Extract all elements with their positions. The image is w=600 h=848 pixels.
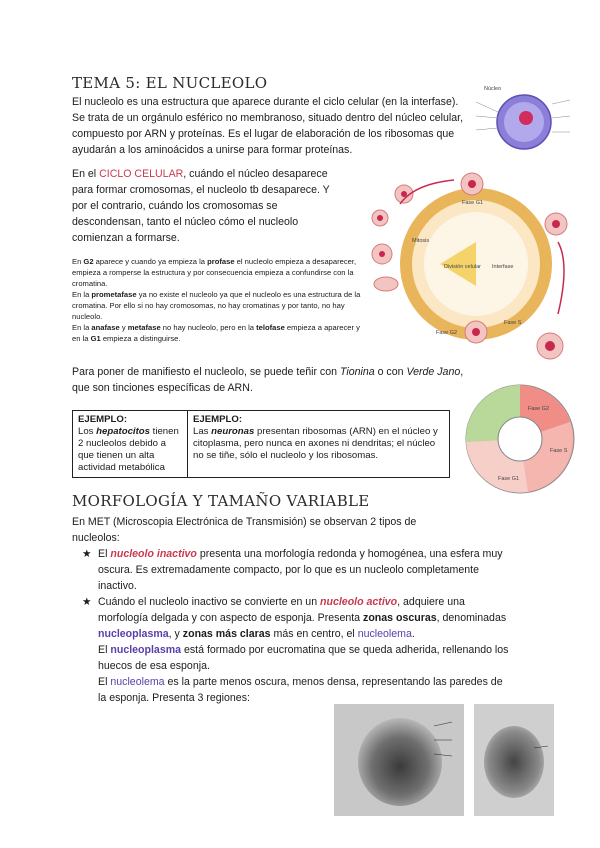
nucleolus-types-list xyxy=(72,546,512,706)
mitosis-label: Mitosis xyxy=(412,238,430,244)
phase-g1-label: Fase G1 xyxy=(462,200,484,206)
stain-paragraph: Para poner de manifiesto el nucleolo, se puede teñir con Tionina o con Verde Jano, que son tinciones específicas de ARN. xyxy=(72,366,464,394)
cell-cycle-diagram xyxy=(344,164,590,364)
cycle-arrow xyxy=(558,242,564,314)
division-label: División celular xyxy=(444,264,481,270)
phase-details: En G2 aparece y cuando ya empieza la profase el nucleolo empieza a desaparecer, empieza a romperse la estructura y por consecuencia empieza a confundirse con la cromatina. En la prometafase ya no existe el nucleolo ya que el nucleolo es una estructura de la cromatina. Por ello si no hay cromosomas, no hay cromatinas y por tanto, no hay nucleolo. En la anafase y metafase no hay nucleolo, pero en la telofase empieza a aparecer y en la G1 empieza a distinguirse. xyxy=(72,257,361,343)
pie-g2-label: Fase G2 xyxy=(528,406,550,412)
met-micrographs xyxy=(334,696,570,820)
cycle-paragraph: En el CICLO CELULAR, cuándo el núcleo desaparece para formar cromosomas, el nucleolo tb desaparece. Y por el contrario, cuándo los cromosomas se descondensan, tanto el núcleo cómo el nucleolo comienzan a formarse. xyxy=(72,168,330,244)
pie-center xyxy=(498,417,542,461)
pie-g1-label: Fase G1 xyxy=(498,476,520,482)
nucleus-label: Núcleo xyxy=(484,86,502,92)
cycle-pie-diagram xyxy=(458,382,588,496)
examples-table xyxy=(72,410,450,478)
intro-paragraph: El nucleolo es una estructura que aparece durante el ciclo celular (en la interfase). Se trata de un orgánulo esférico no membranoso, situado dentro del núcleo celular, compuesto por ARN y proteínas. Es el lugar de elaboración de los ribosomas que ayudarán a los aminoácidos a unirse para formar proteínas. xyxy=(72,96,464,156)
example-cell: EJEMPLO: Las neuronas presentan ribosomas (ARN) en el núcleo y citoplasma, pero nunca en axones ni dendritas; el núcleo no se tiñe, sólo el nucleolo y los ribosomas. xyxy=(188,411,450,478)
list-item: ★ El nucleolo inactivo presenta una morfología redonda y homogénea, una esfera muy oscura. Es extremadamente compacto, por lo que es un nucleolo completamente inactivo. xyxy=(82,548,503,592)
page-title: TEMA 5: EL NUCLEOLO xyxy=(72,74,268,92)
nucleolus-active xyxy=(358,718,442,806)
cell-icon xyxy=(374,277,398,291)
phase-s-label: Fase S xyxy=(504,320,522,326)
ciclo-celular-term: CICLO CELULAR xyxy=(99,168,184,180)
pie-s-label: Fase S xyxy=(550,448,568,454)
nucleus-figure xyxy=(470,82,582,160)
example-cell: EJEMPLO: Los hepatocitos tienen 2 nucleolos debido a que tienen un alta actividad metabólica xyxy=(73,411,188,478)
nucleolus-inactive xyxy=(484,726,544,798)
interfase-label: Interfase xyxy=(492,264,514,270)
phase-g2-label: Fase G2 xyxy=(436,330,458,336)
section-title-morfologia: MORFOLOGÍA Y TAMAÑO VARIABLE xyxy=(72,492,370,510)
nucleolus-dot xyxy=(519,111,533,125)
met-intro: En MET (Microscopia Electrónica de Transmisión) se observan 2 tipos de nucleolos: xyxy=(72,516,417,544)
list-item: ★ Cuándo el nucleolo inactivo se convierte en un nucleolo activo, adquiere una morfología delgada y con aspecto de esponja. Presenta zonas oscuras, denominadas nucleoplasma, y zonas más claras más en centro, el nucleolema. El nucleoplasma está formado por eucromatina que se queda adherida, rellenando los huecos de esa esponja. El nucleolema es la parte menos oscura, menos densa, representando las paredes de la esponja. Presenta 3 regiones: xyxy=(82,596,509,704)
